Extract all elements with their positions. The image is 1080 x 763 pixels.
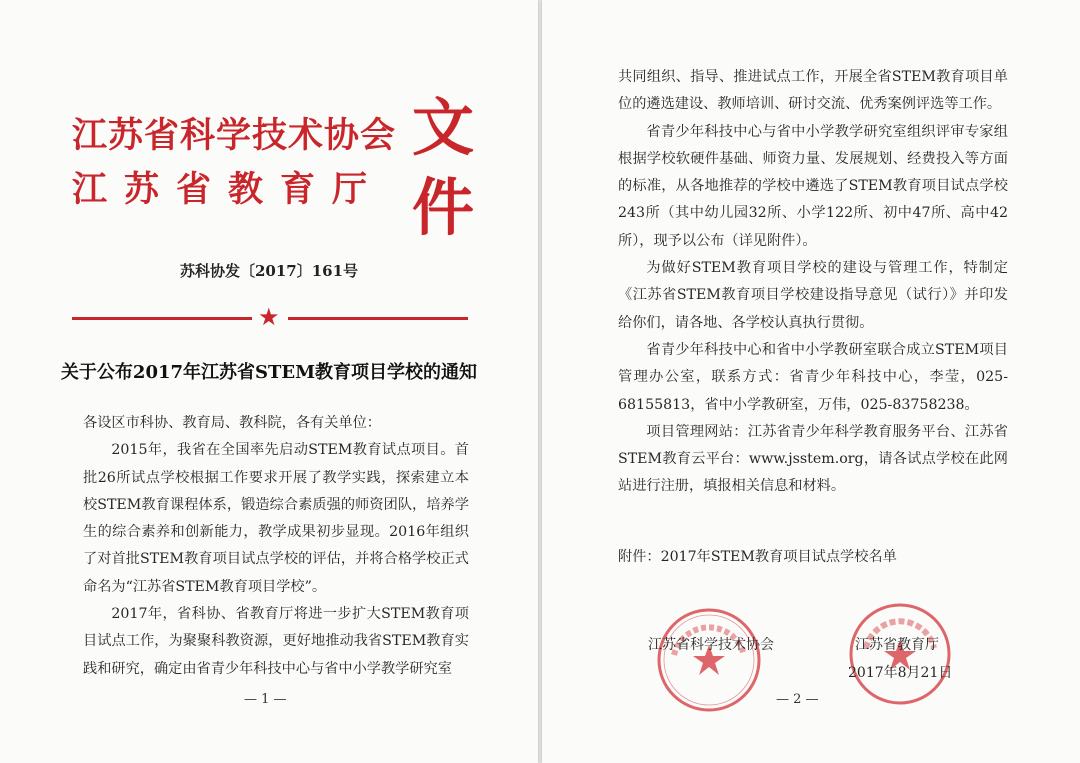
issuer-line-1: 江苏省科学技术协会	[72, 115, 397, 156]
education-dept-seal-icon	[846, 600, 954, 708]
issuer-line-2: 江苏省教育厅	[72, 169, 385, 210]
attachment-note: 附件：2017年STEM教育项目试点学校名单	[618, 549, 897, 565]
paragraph-6: 项目管理网站：江苏省青少年科学教育服务平台、江苏省STEM教育云平台：www.jsstem.org，请各试点学校在此网站进行注册，填报相关信息和材料。	[618, 423, 1008, 495]
salutation: 各设区市科协、教育局、教科院，各有关单位：	[83, 415, 381, 431]
page-number-2: — 2 —	[776, 692, 819, 707]
header-char-wen: 文	[412, 91, 475, 164]
page1-body	[83, 410, 469, 683]
header-char-jian: 件	[412, 171, 475, 244]
signature-date: 2017年8月21日	[848, 665, 953, 681]
red-rule-right	[288, 317, 468, 320]
signer-education-dept: 江苏省教育厅	[855, 637, 939, 653]
paragraph-continued: 共同组织、指导、推进试点工作，开展全省STEM教育项目单位的遴选建设、教师培训、研讨交流、优秀案例评选等工作。	[618, 69, 1008, 113]
red-star-icon: ★	[258, 303, 280, 331]
paragraph-2: 2017年，省科协、省教育厅将进一步扩大STEM教育项目试点工作，为聚聚科教资源，更好地推动我省STEM教育实践和研究，确定由省青少年科技中心与省中小学教学研究室	[83, 606, 469, 677]
paragraph-1: 2015年，我省在全国率先启动STEM教育试点项目。首批26所试点学校根据工作要求开展了教学实践，探索建立本校STEM教育课程体系，锻造综合素质强的师资团队，培养学生的综合素养和创新能力，教学成果初步显现。2016年组织了对首批STEM教育项目试点学校的评估，并将合格学校正式命名为“江苏省STEM教育项目学校”。	[83, 442, 469, 595]
paragraph-5: 省青少年科技中心和省中小学教研室联合成立STEM项目管理办公室，联系方式：省青少年科技中心，李莹，025-68155813，省中小学教研室，万伟，025-83758238。	[618, 341, 1008, 413]
document-number: 苏科协发〔2017〕161号	[179, 262, 359, 280]
page2-body	[618, 64, 1008, 501]
paragraph-4: 为做好STEM教育项目学校的建设与管理工作，特制定《江苏省STEM教育项目学校建设指导意见（试行）》并印发给你们，请各地、各学校认真执行贯彻。	[618, 260, 1008, 331]
document-page-1	[0, 0, 538, 763]
red-rule-left	[72, 317, 252, 320]
page-number-1: — 1 —	[244, 692, 287, 707]
notice-title: 关于公布2017年江苏省STEM教育项目学校的通知	[60, 362, 478, 383]
paragraph-3: 省青少年科技中心与省中小学教学研究室组织评审专家组根据学校软硬件基础、师资力量、发展规划、经费投入等方面的标准，从各地推荐的学校中遴选了STEM教育项目试点学校243所（其中幼儿园32所、小学122所、初中47所、高中42所），现予以公布（详见附件）。	[618, 123, 1008, 249]
signer-association: 江苏省科学技术协会	[648, 637, 774, 653]
association-seal-icon	[654, 605, 764, 715]
